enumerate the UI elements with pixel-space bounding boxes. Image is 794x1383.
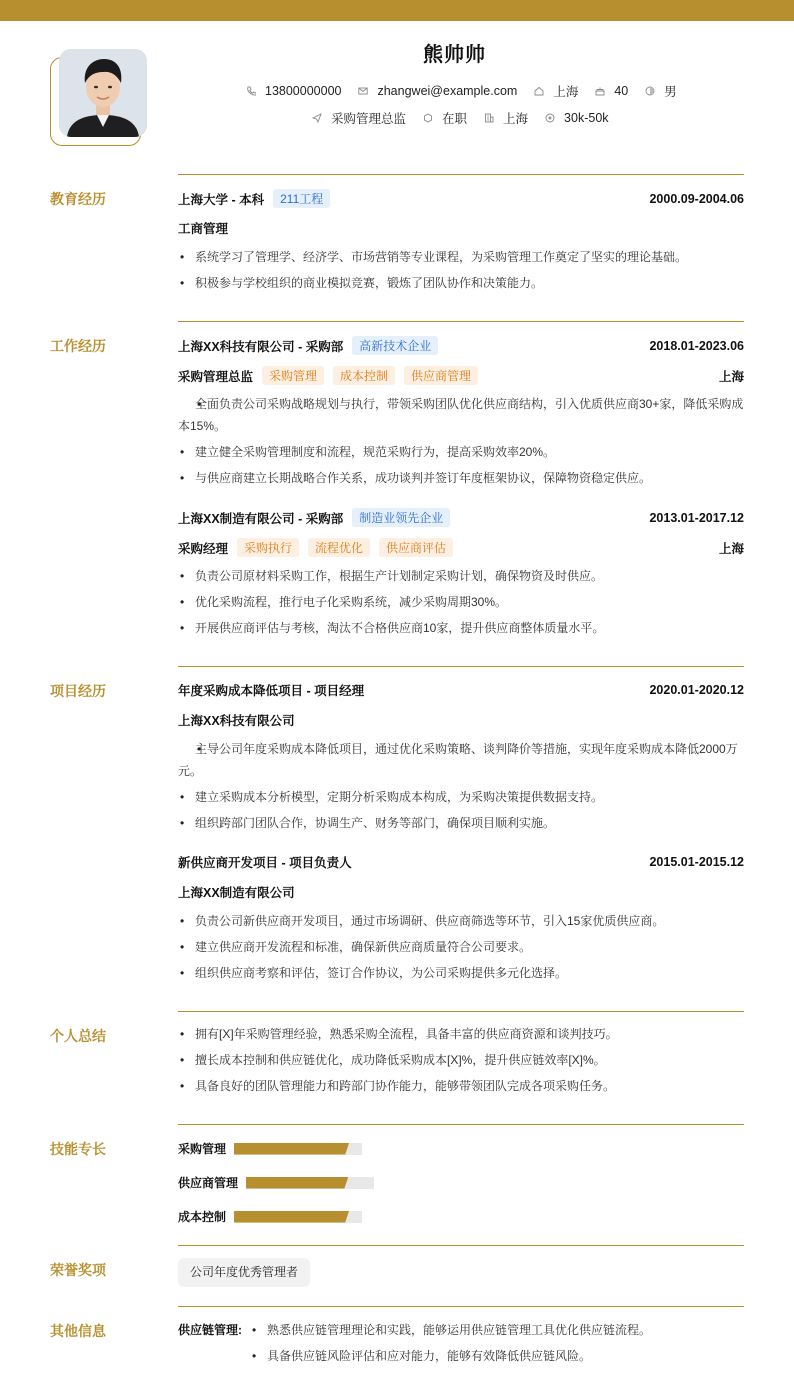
major: 工商管理 bbox=[178, 222, 229, 236]
candidate-name: 熊帅帅 bbox=[423, 44, 486, 66]
education-header bbox=[178, 189, 744, 208]
status-icon bbox=[423, 113, 433, 123]
info-item bbox=[534, 82, 578, 100]
info-text: 男 bbox=[664, 85, 677, 99]
job-date: 2013.01-2017.12 bbox=[649, 510, 744, 525]
section-title-skills: 技能专长 bbox=[50, 1141, 106, 1157]
project-company: 上海XX制造有限公司 bbox=[178, 886, 295, 900]
list-item: • 组织跨部门团队合作，协调生产、财务等部门，确保项目顺利实施。 bbox=[178, 812, 748, 834]
skill-tag: 流程优化 bbox=[308, 538, 370, 557]
section-divider bbox=[178, 1124, 744, 1125]
honor-badge: 公司年度优秀管理者 bbox=[178, 1258, 310, 1287]
skill-item bbox=[178, 1208, 362, 1225]
list-item: • 负责公司新供应商开发项目，通过市场调研、供应商筛选等环节，引入15家优质供应商。 bbox=[178, 910, 748, 932]
list-item: • 建立供应商开发流程和标准，确保新供应商质量符合公司要求。 bbox=[178, 936, 748, 958]
info-item bbox=[246, 84, 341, 98]
cake-icon bbox=[595, 86, 605, 96]
job-location: 上海 bbox=[718, 369, 744, 384]
info-text: 13800000000 bbox=[265, 84, 342, 98]
job-role-row bbox=[178, 366, 744, 385]
gender-icon bbox=[645, 86, 655, 96]
skill-item bbox=[178, 1174, 374, 1191]
education-date: 2000.09-2004.06 bbox=[649, 191, 744, 206]
job-intent-row bbox=[312, 109, 609, 127]
skill-tag: 供应商管理 bbox=[404, 366, 478, 385]
company-tag: 制造业领先企业 bbox=[352, 508, 450, 527]
section-divider bbox=[178, 321, 744, 322]
section-title-education: 教育经历 bbox=[50, 191, 106, 207]
skill-tag: 供应商评估 bbox=[379, 538, 453, 557]
list-item: • 系统学习了管理学、经济学、市场营销等专业课程，为采购管理工作奠定了坚实的理论基础。 bbox=[178, 246, 748, 268]
project-company: 上海XX科技有限公司 bbox=[178, 714, 295, 728]
section-title-other: 其他信息 bbox=[50, 1323, 106, 1339]
list-item: • 建立健全采购管理制度和流程，规范采购行为，提高采购效率20%。 bbox=[178, 441, 748, 463]
info-text: 上海 bbox=[503, 112, 529, 126]
info-text: 30k-50k bbox=[564, 111, 609, 125]
education-major-row bbox=[178, 219, 744, 237]
list-item: • 全面负责公司采购战略规划与执行，带领采购团队优化供应商结构，引入优质供应商30+家，降低采购成本15%。 bbox=[178, 393, 744, 437]
skill-level-bar bbox=[234, 1211, 362, 1223]
skill-name: 采购管理 bbox=[178, 1142, 227, 1156]
project-date: 2020.01-2020.12 bbox=[649, 683, 744, 697]
info-text: zhangwei@example.com bbox=[377, 84, 518, 98]
info-text: 采购管理总监 bbox=[331, 112, 407, 126]
skill-item bbox=[178, 1140, 362, 1157]
skill-level-bar bbox=[234, 1143, 362, 1155]
section-title-work: 工作经历 bbox=[50, 338, 106, 354]
top-accent-bar bbox=[0, 0, 794, 21]
list-item: • 负责公司原材料采购工作，根据生产计划制定采购计划，确保物资及时供应。 bbox=[178, 565, 748, 587]
project-name: 年度采购成本降低项目 - 项目经理 bbox=[178, 684, 365, 698]
company-name: 上海XX制造有限公司 - 采购部 bbox=[178, 511, 344, 526]
list-item: • 拥有[X]年采购管理经验，熟悉采购全流程，具备丰富的供应商资源和谈判技巧。 bbox=[178, 1023, 748, 1045]
skill-tag: 采购执行 bbox=[237, 538, 299, 557]
list-item: • 组织供应商考察和评估，签订合作协议，为公司采购提供多元化选择。 bbox=[178, 962, 748, 984]
info-item bbox=[595, 84, 628, 98]
info-item bbox=[484, 109, 528, 127]
project-name: 新供应商开发项目 - 项目负责人 bbox=[178, 856, 352, 870]
list-item: • 擅长成本控制和供应链优化，成功降低采购成本[X]%，提升供应链效率[X]%。 bbox=[178, 1049, 748, 1071]
info-item bbox=[358, 84, 517, 98]
mail-icon bbox=[358, 86, 368, 96]
info-text: 40 bbox=[614, 84, 629, 98]
list-item: • 具备良好的团队管理能力和跨部门协作能力，能够带领团队完成各项采购任务。 bbox=[178, 1075, 748, 1097]
skill-name: 供应商管理 bbox=[178, 1176, 239, 1190]
list-item: • 建立采购成本分析模型，定期分析采购成本构成，为采购决策提供数据支持。 bbox=[178, 786, 748, 808]
school-tag: 211工程 bbox=[273, 189, 330, 208]
section-divider bbox=[178, 174, 744, 175]
section-title-honors: 荣誉奖项 bbox=[50, 1262, 106, 1278]
company-name: 上海XX科技有限公司 - 采购部 bbox=[178, 339, 344, 354]
salary-icon bbox=[545, 113, 555, 123]
section-divider bbox=[178, 1306, 744, 1307]
skill-tag: 采购管理 bbox=[262, 366, 324, 385]
project-date: 2015.01-2015.12 bbox=[649, 855, 744, 869]
list-item: • 优化采购流程，推行电子化采购系统，减少采购周期30%。 bbox=[178, 591, 748, 613]
skill-name: 成本控制 bbox=[178, 1210, 227, 1224]
job-header bbox=[178, 508, 744, 527]
skill-level-fill bbox=[234, 1211, 349, 1223]
info-text: 上海 bbox=[553, 85, 579, 99]
other-label: 供应链管理: bbox=[178, 1323, 242, 1337]
job-role: 采购管理总监 bbox=[178, 369, 254, 384]
job-role-row bbox=[178, 538, 744, 557]
job-role: 采购经理 bbox=[178, 541, 229, 556]
home-icon bbox=[534, 86, 544, 96]
project-company-row bbox=[178, 711, 744, 729]
project-company-row bbox=[178, 883, 744, 901]
project-header bbox=[178, 681, 744, 699]
phone-icon bbox=[246, 86, 256, 96]
info-item bbox=[545, 111, 608, 125]
company-tag: 高新技术企业 bbox=[352, 336, 438, 355]
building-icon bbox=[484, 113, 494, 123]
list-item: • 与供应商建立长期战略合作关系，成功谈判并签订年度框架协议，保障物资稳定供应。 bbox=[178, 467, 748, 489]
info-text: 在职 bbox=[442, 112, 468, 126]
section-title-projects: 项目经历 bbox=[50, 683, 106, 699]
contact-info-row bbox=[246, 82, 677, 100]
job-date: 2018.01-2023.06 bbox=[649, 338, 744, 353]
list-item: • 具备供应链风险评估和应对能力，能够有效降低供应链风险。 bbox=[250, 1347, 591, 1365]
section-divider bbox=[178, 1245, 744, 1246]
skill-level-fill bbox=[246, 1177, 348, 1189]
job-header bbox=[178, 336, 744, 355]
info-item bbox=[645, 82, 677, 100]
list-item: • 主导公司年度采购成本降低项目，通过优化采购策略、谈判降价等措施，实现年度采购成本降低2000万元。 bbox=[178, 738, 744, 782]
skill-level-bar bbox=[246, 1177, 374, 1189]
list-item: • 熟悉供应链管理理论和实践，能够运用供应链管理工具优化供应链流程。 bbox=[250, 1321, 651, 1339]
list-item: • 积极参与学校组织的商业模拟竞赛，锻炼了团队协作和决策能力。 bbox=[178, 272, 748, 294]
info-item bbox=[312, 109, 406, 127]
list-item: • 开展供应商评估与考核，淘汰不合格供应商10家，提升供应商整体质量水平。 bbox=[178, 617, 748, 639]
send-icon bbox=[312, 113, 322, 123]
project-header bbox=[178, 853, 744, 871]
info-item bbox=[423, 109, 467, 127]
skill-level-fill bbox=[234, 1143, 349, 1155]
section-title-summary: 个人总结 bbox=[50, 1028, 106, 1044]
section-divider bbox=[178, 666, 744, 667]
job-location: 上海 bbox=[718, 541, 744, 556]
section-divider bbox=[178, 1011, 744, 1012]
skill-tag: 成本控制 bbox=[333, 366, 395, 385]
school-name: 上海大学 - 本科 bbox=[178, 192, 265, 207]
